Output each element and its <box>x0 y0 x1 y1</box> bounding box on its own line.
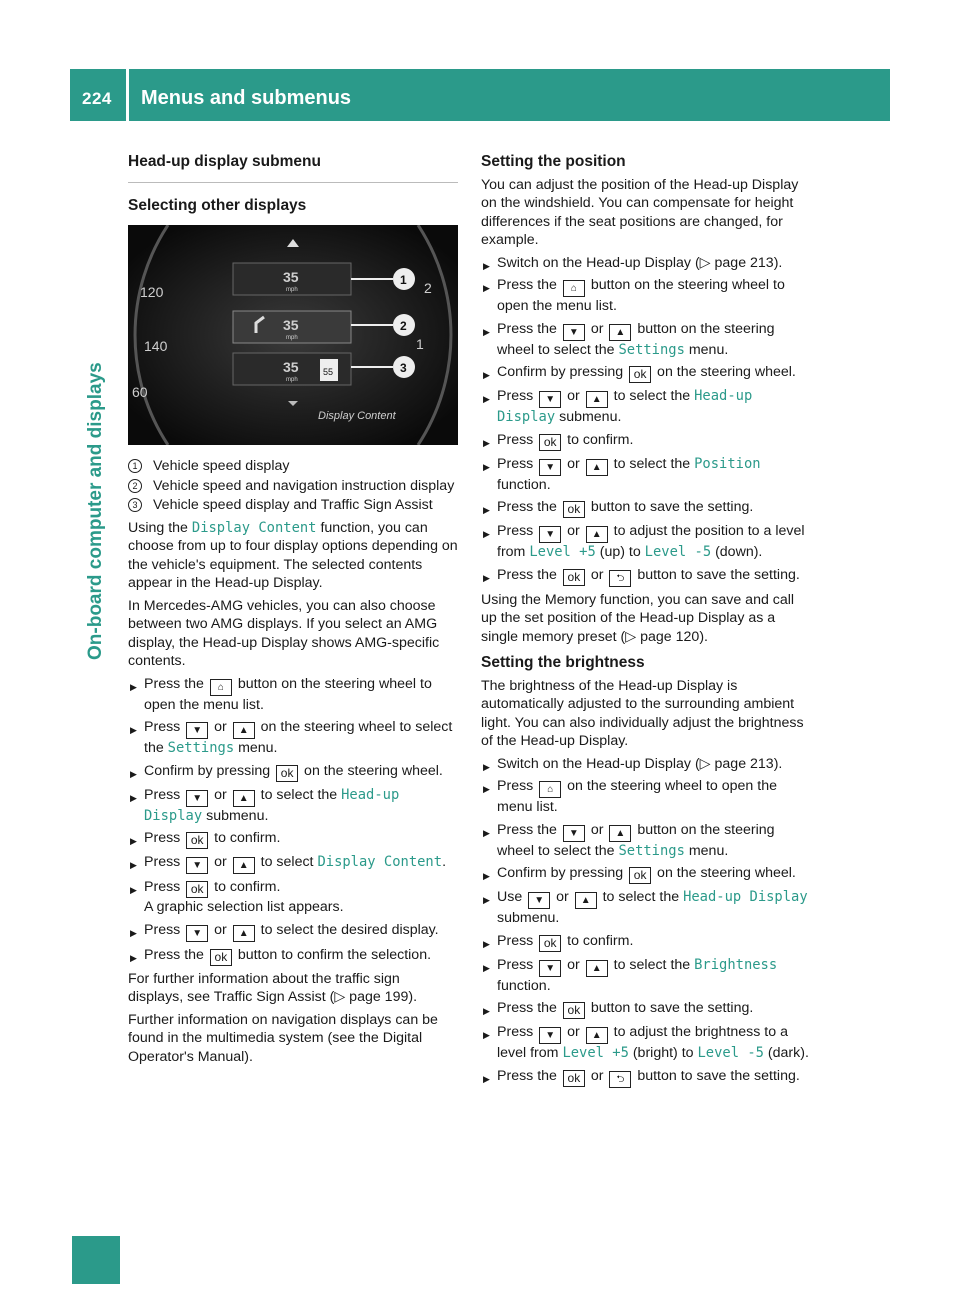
panel-speed-value: 35 <box>283 269 299 285</box>
down-icon: ▼ <box>186 857 208 874</box>
page-number: 224 <box>82 89 112 108</box>
down-icon: ▼ <box>539 960 561 977</box>
figure-callout: 3 <box>400 361 407 375</box>
left-column <box>128 150 458 1070</box>
paragraph: Using the Memory function, you can save and call up the set position of the Head-up Display as a single memory preset (▷ page 120). <box>481 591 795 645</box>
step: ▶ Press the ▼ or ▲ button on the steering wheel to select the Settings menu. <box>481 821 811 861</box>
heading-setting-the-position: Setting the position <box>481 153 626 170</box>
step: ▶ Switch on the Head-up Display (▷ page 213). <box>481 254 811 273</box>
up-icon: ▲ <box>233 925 255 942</box>
gauge-number: 120 <box>140 284 164 300</box>
callout-number: 1 <box>128 459 142 473</box>
down-icon: ▼ <box>186 925 208 942</box>
instrument-cluster-illustration <box>128 225 458 445</box>
paragraph: Using the Display Content function, you can choose from up to four display options depending on the vehicle's equipment. The selected contents appear in the Head-up Display. <box>128 519 458 591</box>
step: ▶ Use ▼ or ▲ to select the Head-up Display submenu. <box>481 888 811 928</box>
ok-icon: ok <box>563 569 585 586</box>
step: ▶ Press ok to confirm. A graphic selection list appears. <box>128 878 458 917</box>
step: ▶ Switch on the Head-up Display (▷ page 213). <box>481 755 811 774</box>
gauge-number: 140 <box>144 338 168 354</box>
step: ▶ Press the ▼ or ▲ button on the steering wheel to select the Settings menu. <box>481 320 811 360</box>
step: ▶ Press the ⌂ button on the steering wheel to open the menu list. <box>128 675 458 715</box>
step: ▶ Press ▼ or ▲ to select the Head-up Display submenu. <box>128 786 458 826</box>
step: ▶ Press the ok or ⮌ button to save the setting. <box>481 1067 811 1088</box>
ok-icon: ok <box>563 1002 585 1019</box>
ok-icon: ok <box>563 1070 585 1087</box>
down-icon: ▼ <box>186 790 208 807</box>
paragraph: In Mercedes-AMG vehicles, you can also choose between two AMG displays. If you select an AMG display, the Head-up Display shows AMG-specific contents. <box>128 597 440 669</box>
down-icon: ▼ <box>539 526 561 543</box>
callout-text: Vehicle speed display <box>153 458 290 474</box>
subheading-selecting-other-displays: Selecting other displays <box>128 196 307 214</box>
paragraph: Further information on navigation displays can be found in the multimedia system (see the Digital Operator's Manual). <box>128 1011 438 1065</box>
up-icon: ▲ <box>233 790 255 807</box>
step: ▶ Press ▼ or ▲ to select the Position function. <box>481 455 811 495</box>
step: ▶ Press the ok or ⮌ button to save the setting. <box>481 566 811 587</box>
panel-speed-value: 35 <box>283 359 299 375</box>
home-icon: ⌂ <box>210 679 232 696</box>
down-icon: ▼ <box>528 892 550 909</box>
up-icon: ▲ <box>586 526 608 543</box>
down-icon: ▼ <box>563 825 585 842</box>
up-icon: ▲ <box>586 391 608 408</box>
speed-limit-value: 55 <box>323 367 334 377</box>
callout-number: 2 <box>128 479 142 493</box>
paragraph: For further information about the traffic sign displays, see Traffic Sign Assist (▷ page 199). <box>128 970 418 1005</box>
heading-head-up-display-submenu: Head-up display submenu <box>128 153 458 183</box>
up-icon: ▲ <box>586 459 608 476</box>
ok-icon: ok <box>186 832 208 849</box>
figure-callout: 2 <box>400 319 407 333</box>
callout-item <box>128 457 458 476</box>
home-icon: ⌂ <box>563 280 585 297</box>
menu-term: Display Content <box>191 519 317 536</box>
up-icon: ▲ <box>586 960 608 977</box>
panel-speed-unit: mph <box>286 287 298 293</box>
step: ▶ Confirm by pressing ok on the steering wheel. <box>481 864 811 884</box>
side-tab-label: On-board computer and displays <box>85 362 106 660</box>
callout-item <box>128 496 458 515</box>
step: ▶ Press ok to confirm. <box>481 932 811 952</box>
down-icon: ▼ <box>563 324 585 341</box>
ok-icon: ok <box>276 765 298 782</box>
down-icon: ▼ <box>186 722 208 739</box>
step: ▶ Press ok to confirm. <box>481 431 811 451</box>
panel-speed-unit: mph <box>286 335 298 341</box>
step: ▶ Press the ok button to save the setting. <box>481 498 811 518</box>
ok-icon: ok <box>629 867 651 884</box>
paragraph: The brightness of the Head-up Display is automatically adjusted to the surrounding ambient light. You can also individually adjust the brightness of the Head-up Display. <box>481 677 804 749</box>
ok-icon: ok <box>629 366 651 383</box>
step: ▶ Press ▼ or ▲ on the steering wheel to select the Settings menu. <box>128 718 458 758</box>
step: ▶ Press ▼ or ▲ to select the desired display. <box>128 921 458 942</box>
figure-caption: Display Content <box>318 410 396 422</box>
step: ▶ Press ⌂ on the steering wheel to open the menu list. <box>481 777 811 817</box>
ok-icon: ok <box>539 935 561 952</box>
step: ▶ Confirm by pressing ok on the steering wheel. <box>128 762 458 782</box>
header-divider <box>126 69 129 121</box>
home-icon: ⌂ <box>539 781 561 798</box>
heading-setting-the-brightness: Setting the brightness <box>481 654 645 671</box>
paragraph: You can adjust the position of the Head-up Display on the windshield. You can compensate for height differences if the seat positions are changed, for example. <box>481 176 799 248</box>
right-column <box>481 150 811 1092</box>
ok-icon: ok <box>563 501 585 518</box>
panel-speed-unit: mph <box>286 377 298 383</box>
step: ▶ Press ok to confirm. <box>128 829 458 849</box>
up-icon: ▲ <box>575 892 597 909</box>
up-icon: ▲ <box>233 857 255 874</box>
step: ▶ Press the ok button to confirm the selection. <box>128 946 458 966</box>
callout-text: Vehicle speed display and Traffic Sign Assist <box>153 497 433 513</box>
callout-text: Vehicle speed and navigation instruction display <box>153 477 455 494</box>
section-title: Menus and submenus <box>141 87 352 109</box>
step: ▶ Press the ok button to save the setting. <box>481 999 811 1019</box>
down-icon: ▼ <box>539 459 561 476</box>
gauge-number: 60 <box>132 384 148 400</box>
gauge-number: 1 <box>416 336 424 352</box>
step: ▶ Press the ⌂ button on the steering wheel to open the menu list. <box>481 276 811 316</box>
gauge-number: 2 <box>424 280 432 296</box>
up-icon: ▲ <box>609 825 631 842</box>
ok-icon: ok <box>210 949 232 966</box>
step: ▶ Press ▼ or ▲ to select Display Content. <box>128 853 458 874</box>
back-icon: ⮌ <box>609 570 631 587</box>
instrument-cluster-figure <box>128 225 458 445</box>
up-icon: ▲ <box>586 1027 608 1044</box>
callout-number: 3 <box>128 498 142 512</box>
ok-icon: ok <box>186 881 208 898</box>
step: ▶ Press ▼ or ▲ to select the Brightness function. <box>481 956 811 996</box>
figure-callout: 1 <box>400 273 407 287</box>
panel-speed-value: 35 <box>283 317 299 333</box>
up-icon: ▲ <box>609 324 631 341</box>
callout-list <box>128 457 458 515</box>
up-icon: ▲ <box>233 722 255 739</box>
step: ▶ Press ▼ or ▲ to select the Head-up Display submenu. <box>481 387 811 427</box>
step: ▶ Confirm by pressing ok on the steering wheel. <box>481 363 811 383</box>
ok-icon: ok <box>539 434 561 451</box>
back-icon: ⮌ <box>609 1071 631 1088</box>
side-tab-marker <box>72 1236 120 1284</box>
step: ▶ Press ▼ or ▲ to adjust the brightness to a level from Level +5 (bright) to Level -5 (dark). <box>481 1023 811 1063</box>
down-icon: ▼ <box>539 391 561 408</box>
callout-item <box>128 477 458 496</box>
step: ▶ Press ▼ or ▲ to adjust the position to a level from Level +5 (up) to Level -5 (down). <box>481 522 811 562</box>
down-icon: ▼ <box>539 1027 561 1044</box>
